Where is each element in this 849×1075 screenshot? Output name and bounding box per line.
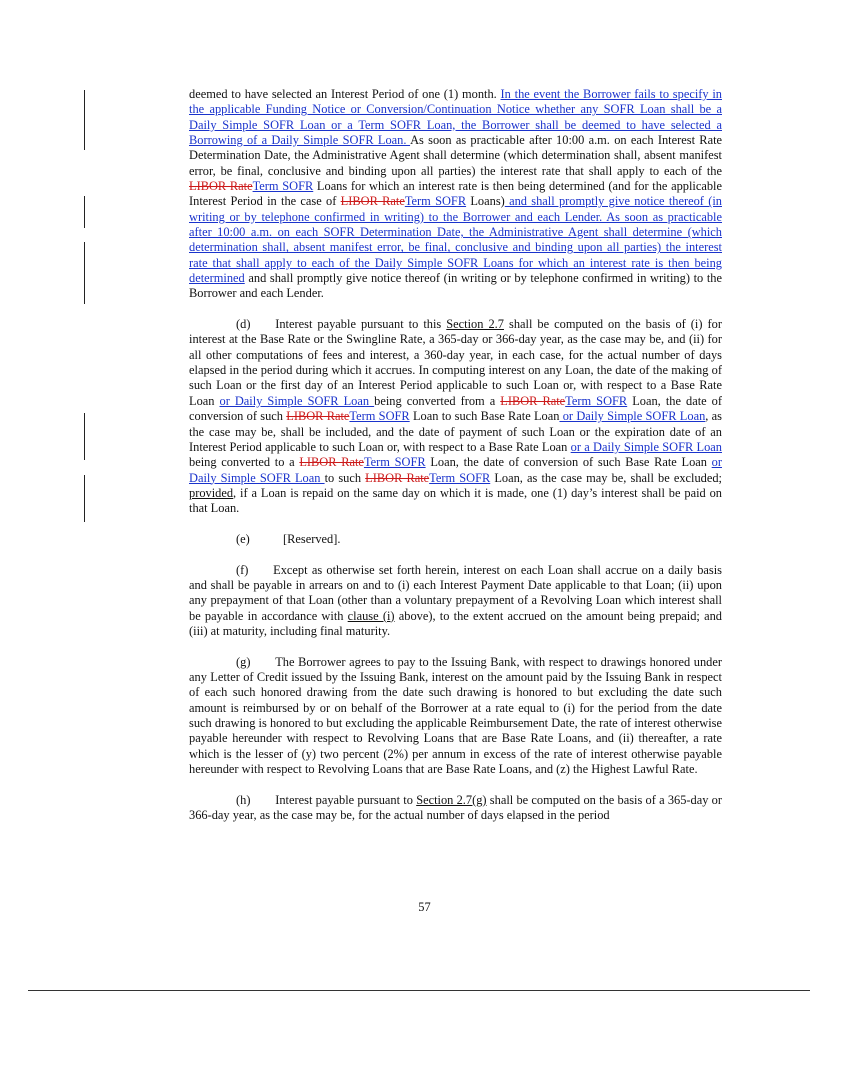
change-bar [84, 242, 85, 304]
text-run: being converted to a [189, 455, 300, 470]
text-run: and shall promptly give notice thereof (in writing or by telephone confirmed in writing) to the Borrower and each Lender. [189, 271, 722, 301]
text-run: [Reserved]. [283, 531, 341, 546]
change-bar [84, 475, 85, 522]
inserted-text: Term SOFR [349, 409, 410, 424]
deleted-text: LIBOR Rate [299, 455, 364, 470]
paragraph-interest-determination [189, 87, 722, 302]
clause-reference: clause (i) [347, 608, 395, 623]
page-number: 57 [418, 900, 431, 914]
text-run: Loans for which an interest rate is then being determined (and for the applicable Interest Period in the case of [189, 179, 723, 209]
section-reference: Section 2.7(g) [416, 792, 487, 807]
section-reference: Section 2.7 [446, 317, 504, 332]
text-run: shall be computed on the basis of a 365-day or 366-day year, as the case may be, for the actual number of days elapsed in the period [189, 792, 722, 822]
paragraph-d [189, 317, 722, 516]
inserted-text: Term SOFR [363, 455, 426, 470]
text-run: , as the case may be, shall be included, and the date of payment of such Loan or the expiration date of an Interest Period applicable to such Loan or, with respect to a Base Rate Loan [189, 409, 722, 454]
deleted-text: LIBOR Rate [189, 179, 253, 194]
text-run: Loan, the date of conversion of such Base Rate Loan [425, 455, 712, 470]
inserted-text: In the event the Borrower fails to specify in the applicable Funding Notice or Conversion/Continuation Notice whether any SOFR Loan shall be a Daily Simple SOFR Loan or a Term SOFR Loan, the Borrower shall be deemed to have selected a Borrowing of a Daily Simple SOFR Loan. [189, 87, 722, 148]
inserted-text: or Daily Simple SOFR Loan [219, 393, 375, 408]
text-run: (f) Except as otherwise set forth herein, interest on each Loan shall accrue on a daily basis and shall be payable in arrears on and to (i) each Interest Payment Date applicable to that Loan; (ii) upon any prepayment of that Loan (other than a voluntary prepayment of a Revolving Loan which interest shall be payable in accordance with [189, 562, 722, 623]
inserted-text: Term SOFR [565, 393, 628, 408]
inserted-text: Term SOFR [252, 179, 314, 194]
paragraph-label: (e) [236, 531, 250, 546]
page-body [189, 87, 722, 823]
inserted-text: Term SOFR [429, 470, 491, 485]
deleted-text: LIBOR Rate [340, 194, 405, 209]
deleted-text: LIBOR Rate [500, 393, 566, 408]
change-bar [84, 413, 85, 460]
text-run: Loan, the date of conversion of such [189, 393, 723, 424]
text-run: (h) Interest payable pursuant to [236, 792, 417, 807]
text-run: above), to the extent accrued on the amount being prepaid; and (iii) at maturity, including final maturity. [189, 608, 722, 638]
paragraph-g [189, 655, 722, 778]
change-bar [84, 196, 85, 228]
text-run: being converted from a [374, 393, 501, 408]
deleted-text: LIBOR Rate [365, 470, 430, 485]
text-run: Loans) [466, 194, 505, 209]
inserted-text: Term SOFR [404, 194, 467, 209]
paragraph-e [189, 532, 722, 547]
text-run: deemed to have selected an Interest Period of one (1) month. [189, 87, 501, 101]
text-run: shall be computed on the basis of (i) for interest at the Base Rate or the Swingline Rate, a 365-day or 366-day year, as the case may be, and (ii) for all other computations of fees and interest, a 360-day year, in each case, for the actual number of days elapsed in the period during which it accrues. In computing interest on any Loan, the date of the making of such Loan or the first day of an Interest Period applicable to such Loan or, with respect to a Base Rate Loan [189, 317, 722, 408]
change-bar [84, 90, 85, 150]
text-run: As soon as practicable after 10:00 a.m. on each Interest Rate Determination Date, the Administrative Agent shall determine (which determination shall, absent manifest error, be final, conclusive and binding upon all parties) the interest rate that shall apply to each of the [189, 133, 723, 178]
paragraph-h [189, 793, 722, 824]
paragraph-f [189, 563, 722, 640]
inserted-text: or Daily Simple SOFR Loan [559, 409, 706, 424]
text-run: Loan to such Base Rate Loan [409, 409, 560, 424]
text-run: , if a Loan is repaid on the same day on which it is made, one (1) day’s interest shall be paid on that Loan. [189, 485, 722, 516]
inserted-text: and shall promptly give notice thereof (in writing or by telephone confirmed in writing) to the Borrower and each Lender. As soon as practicable after 10:00 a.m. on each SOFR Determination Date, the Administrative Agent shall determine (which determination shall, absent manifest error, be final, conclusive and binding upon all parties) the interest rate that shall apply to each of the Daily Simple SOFR Loans for which an interest rate is then being determined [189, 194, 722, 286]
text-run: Loan, as the case may be, shall be excluded; [490, 470, 723, 485]
inserted-text: or Daily Simple SOFR Loan [189, 455, 722, 485]
text-run: to such [324, 470, 366, 485]
provided-term: provided [189, 485, 234, 500]
inserted-text: or a Daily Simple SOFR Loan [570, 439, 722, 454]
text-run: (g) The Borrower agrees to pay to the Issuing Bank, with respect to drawings honored under any Letter of Credit issued by the Issuing Bank, interest on the amount paid by the Issuing Bank in respect of each such honored drawing from the date such drawing is honored to but excluding the date such amount is reimbursed by or on behalf of the Borrower at a rate equal to (i) for the period from the date such drawing is honored to but excluding the applicable Reimbursement Date, the rate of interest otherwise payable hereunder with respect to Revolving Loans that are Base Rate Loans, and (ii) thereafter, a rate which is the lesser of (y) two percent (2%) per annum in excess of the rate of interest otherwise payable hereunder with respect to Revolving Loans that are Base Rate Loans, and (z) the Highest Lawful Rate. [189, 654, 722, 776]
text-run: (d) Interest payable pursuant to this [236, 317, 447, 332]
footer-rule [28, 990, 810, 991]
deleted-text: LIBOR Rate [286, 409, 350, 424]
